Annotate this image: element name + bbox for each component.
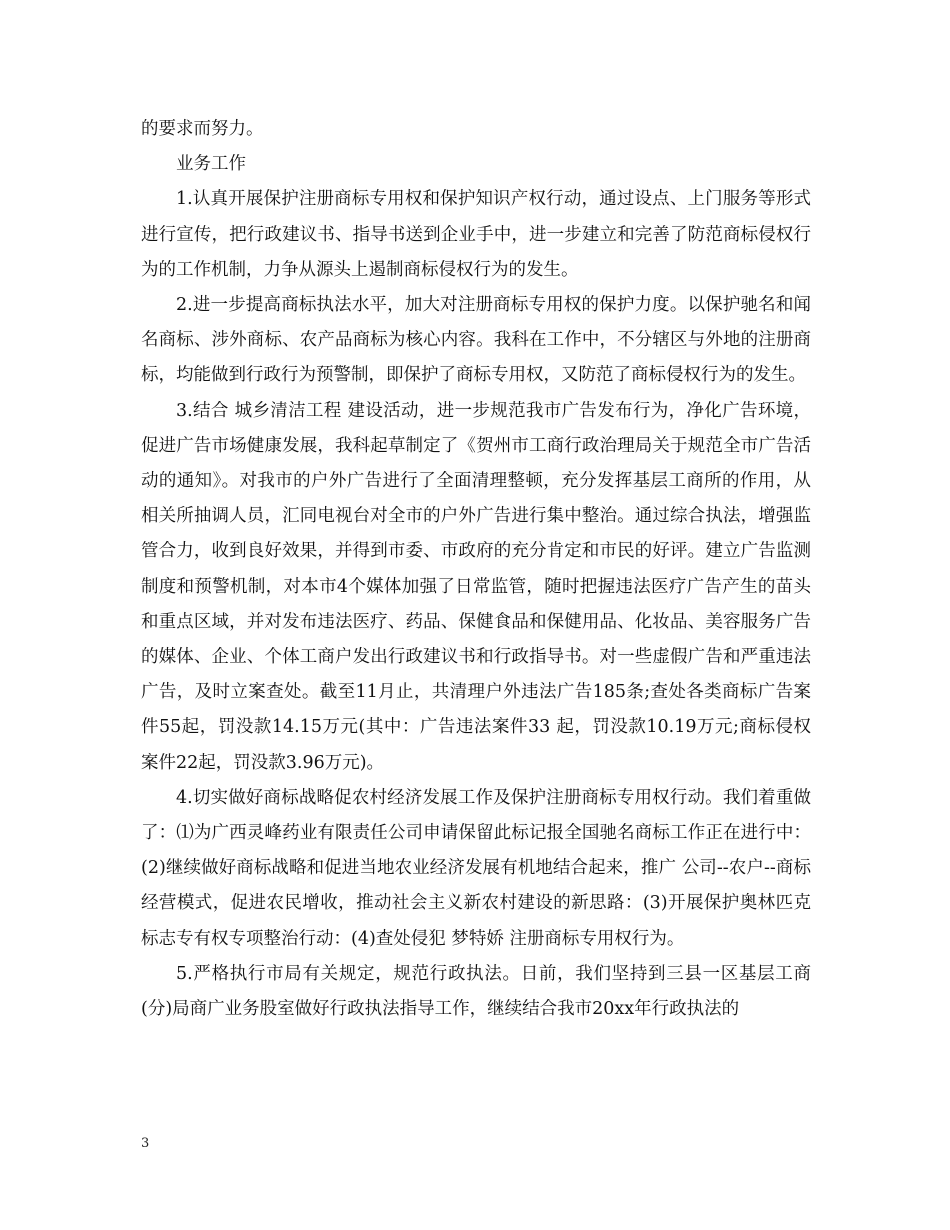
paragraph-item-3: 3.结合 城乡清洁工程 建设活动，进一步规范我市广告发布行为，净化广告环境，促进广告市场健康发展，我科起草制定了《贺州市工商行政治理局关于规范全市广告活动的通知》。对我市的户外广告进行了全面清理整顿，充分发挥基层工商所的作用，从相关所抽调人员，汇同电视台对全市的户外广告进行集中整治。通过综合执法，增强监管合力，收到良好效果，并得到市委、市政府的充分肯定和市民的好评。建立广告监测制度和预警机制，对本市4个媒体加强了日常监管，随时把握违法医疗广告产生的苗头和重点区域，并对发布违法医疗、药品、保健食品和保健用品、化妆品、美容服务广告的媒体、企业、个体工商户发出行政建议书和行政指导书。对一些虚假广告和严重违法广告，及时立案查处。截至11月止，共清理户外违法广告185条;查处各类商标广告案件55起，罚没款14.15万元(其中：广告违法案件33 起，罚没款10.19万元;商标侵权案件22起，罚没款3.96万元)。: [141, 400, 811, 773]
document-body: [141, 112, 811, 1027]
page-number: 3: [141, 1136, 150, 1151]
paragraph-continuation: 的要求而努力。: [141, 119, 264, 139]
section-heading: 业务工作: [176, 154, 246, 175]
paragraph-item-5: 5.严格执行市局有关规定，规范行政执法。日前，我们坚持到三县一区基层工商(分)局商广业务股室做好行政执法指导工作，继续结合我市20xx年行政执法的: [141, 963, 811, 1020]
paragraph-item-1: 1.认真开展保护注册商标专用权和保护知识产权行动，通过设点、上门服务等形式进行宣传，把行政建议书、指导书送到企业手中，进一步建立和完善了防范商标侵权行为的工作机制，力争从源头上遏制商标侵权行为的发生。: [141, 189, 811, 280]
paragraph-item-4: 4.切实做好商标战略促农村经济发展工作及保护注册商标专用权行动。我们着重做了：⑴为广西灵峰药业有限责任公司申请保留此标记报全国驰名商标工作正在进行中：(2)继续做好商标战略和促进当地农业经济发展有机地结合起来，推广 公司--农户--商标 经营模式，促进农民增收，推动社会主义新农村建设的新思路：(3)开展保护奥林匹克标志专有权专项整治行动：(4)查处侵犯 梦特娇 注册商标专用权行为。: [141, 787, 811, 949]
paragraph-item-2: 2.进一步提高商标执法水平，加大对注册商标专用权的保护力度。以保护驰名和闻名商标、涉外商标、农产品商标为核心内容。我科在工作中，不分辖区与外地的注册商标，均能做到行政行为预警制，即保护了商标专用权，又防范了商标侵权行为的发生。: [141, 295, 811, 386]
